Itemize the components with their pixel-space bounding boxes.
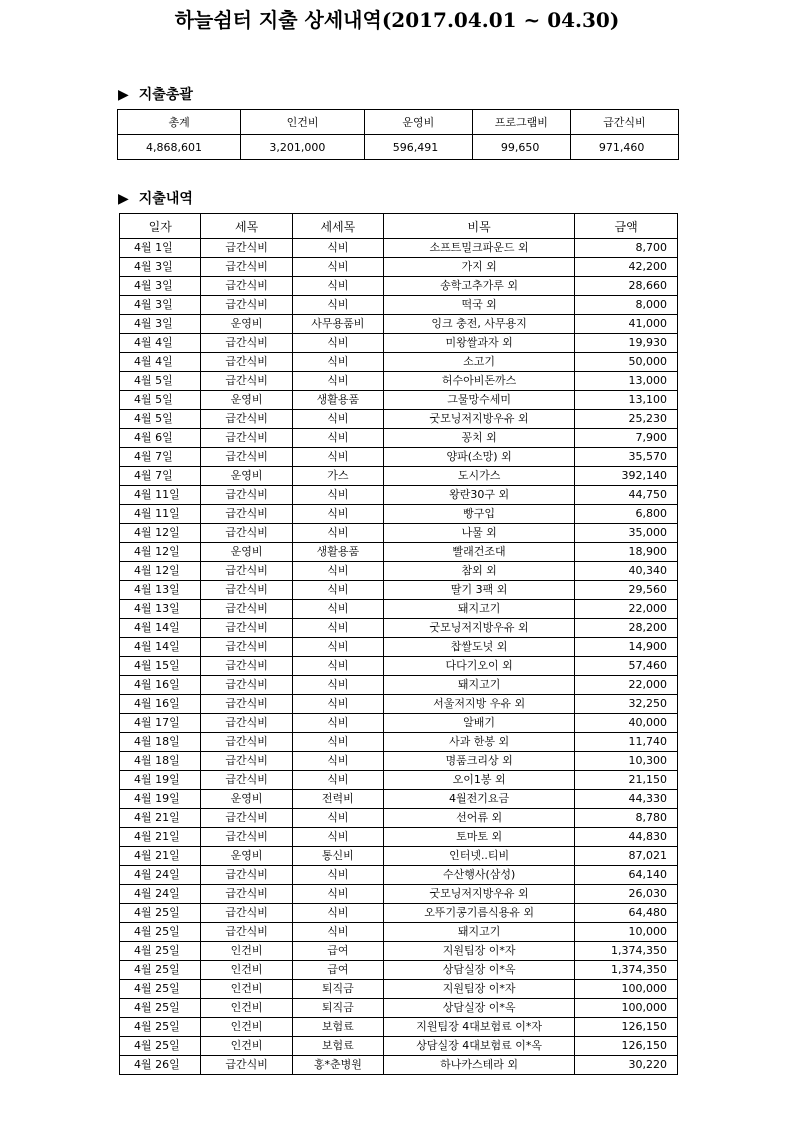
- date-cell: 4월 12일: [120, 562, 201, 581]
- category-cell: 급간식비: [201, 353, 292, 372]
- item-cell: 딸기 3팩 외: [383, 581, 574, 600]
- summary-value-cell: 99,650: [472, 135, 570, 160]
- item-cell: 상담실장 이*옥: [383, 961, 574, 980]
- subcategory-cell: 급여: [292, 961, 383, 980]
- subcategory-cell: 식비: [292, 524, 383, 543]
- amount-cell: 50,000: [575, 353, 678, 372]
- amount-cell: 13,100: [575, 391, 678, 410]
- date-cell: 4월 3일: [120, 258, 201, 277]
- item-cell: 사과 한봉 외: [383, 733, 574, 752]
- date-cell: 4월 13일: [120, 600, 201, 619]
- item-cell: 양파(소망) 외: [383, 448, 574, 467]
- amount-cell: 126,150: [575, 1018, 678, 1037]
- table-row: [120, 961, 678, 980]
- item-cell: 오뚜기콩기름식용유 외: [383, 904, 574, 923]
- table-row: [120, 752, 678, 771]
- subcategory-cell: 식비: [292, 353, 383, 372]
- summary-header-row: [118, 110, 679, 135]
- amount-cell: 40,340: [575, 562, 678, 581]
- category-cell: 급간식비: [201, 524, 292, 543]
- table-row: [120, 562, 678, 581]
- detail-table-body: [120, 239, 678, 1075]
- table-row: [120, 391, 678, 410]
- item-cell: 찹쌀도넛 외: [383, 638, 574, 657]
- category-cell: 운영비: [201, 790, 292, 809]
- table-row: [120, 809, 678, 828]
- category-cell: 급간식비: [201, 410, 292, 429]
- date-cell: 4월 25일: [120, 1037, 201, 1056]
- table-row: [120, 239, 678, 258]
- table-row: [120, 277, 678, 296]
- category-cell: 급간식비: [201, 619, 292, 638]
- summary-header-cell: 인건비: [241, 110, 364, 135]
- category-cell: 급간식비: [201, 581, 292, 600]
- amount-cell: 28,660: [575, 277, 678, 296]
- table-row: [120, 600, 678, 619]
- date-cell: 4월 25일: [120, 980, 201, 999]
- item-cell: 선어류 외: [383, 809, 574, 828]
- category-cell: 인건비: [201, 980, 292, 999]
- table-row: [120, 999, 678, 1018]
- category-cell: 인건비: [201, 999, 292, 1018]
- subcategory-cell: 식비: [292, 239, 383, 258]
- amount-cell: 29,560: [575, 581, 678, 600]
- table-row: [120, 581, 678, 600]
- amount-cell: 8,000: [575, 296, 678, 315]
- amount-cell: 392,140: [575, 467, 678, 486]
- table-row: [120, 885, 678, 904]
- item-cell: 서울저지방 우유 외: [383, 695, 574, 714]
- category-cell: 급간식비: [201, 429, 292, 448]
- item-cell: 송학고추가루 외: [383, 277, 574, 296]
- category-cell: 급간식비: [201, 1056, 292, 1075]
- item-cell: 나물 외: [383, 524, 574, 543]
- amount-cell: 100,000: [575, 980, 678, 999]
- category-cell: 급간식비: [201, 448, 292, 467]
- amount-cell: 32,250: [575, 695, 678, 714]
- item-cell: 굿모닝저지방우유 외: [383, 619, 574, 638]
- category-cell: 급간식비: [201, 505, 292, 524]
- table-row: [120, 771, 678, 790]
- date-cell: 4월 3일: [120, 277, 201, 296]
- summary-value-cell: 3,201,000: [241, 135, 364, 160]
- category-cell: 급간식비: [201, 771, 292, 790]
- table-row: [120, 942, 678, 961]
- subcategory-cell: 식비: [292, 638, 383, 657]
- category-cell: 인건비: [201, 961, 292, 980]
- summary-value-row: [118, 135, 679, 160]
- subcategory-cell: 식비: [292, 714, 383, 733]
- date-cell: 4월 16일: [120, 695, 201, 714]
- date-cell: 4월 5일: [120, 391, 201, 410]
- category-cell: 급간식비: [201, 866, 292, 885]
- subcategory-cell: 식비: [292, 296, 383, 315]
- item-cell: 지원팀장 이*자: [383, 942, 574, 961]
- amount-cell: 14,900: [575, 638, 678, 657]
- item-cell: 인터넷..티비: [383, 847, 574, 866]
- table-row: [120, 429, 678, 448]
- category-cell: 급간식비: [201, 239, 292, 258]
- amount-cell: 57,460: [575, 657, 678, 676]
- amount-cell: 42,200: [575, 258, 678, 277]
- subcategory-cell: 보험료: [292, 1018, 383, 1037]
- category-cell: 급간식비: [201, 638, 292, 657]
- item-cell: 참외 외: [383, 562, 574, 581]
- table-row: [120, 258, 678, 277]
- subcategory-cell: 식비: [292, 619, 383, 638]
- subcategory-cell: 식비: [292, 885, 383, 904]
- date-cell: 4월 19일: [120, 790, 201, 809]
- table-row: [120, 676, 678, 695]
- category-cell: 급간식비: [201, 828, 292, 847]
- table-row: [120, 733, 678, 752]
- page-title: 하늘쉼터 지출 상세내역(2017.04.01 ~ 04.30): [174, 8, 620, 32]
- date-cell: 4월 24일: [120, 885, 201, 904]
- item-cell: 지원팀장 이*자: [383, 980, 574, 999]
- subcategory-cell: 사무용품비: [292, 315, 383, 334]
- date-cell: 4월 19일: [120, 771, 201, 790]
- subcategory-cell: 급여: [292, 942, 383, 961]
- date-cell: 4월 6일: [120, 429, 201, 448]
- summary-header-cell: 총계: [118, 110, 241, 135]
- subcategory-cell: 홍*춘병원: [292, 1056, 383, 1075]
- category-cell: 급간식비: [201, 277, 292, 296]
- category-cell: 급간식비: [201, 334, 292, 353]
- item-cell: 상담실장 이*옥: [383, 999, 574, 1018]
- date-cell: 4월 25일: [120, 961, 201, 980]
- subcategory-cell: 퇴직금: [292, 999, 383, 1018]
- category-cell: 급간식비: [201, 714, 292, 733]
- subcategory-cell: 식비: [292, 695, 383, 714]
- table-row: [120, 410, 678, 429]
- amount-cell: 100,000: [575, 999, 678, 1018]
- subcategory-cell: 식비: [292, 581, 383, 600]
- detail-header-cell: 일자: [120, 214, 201, 239]
- subcategory-cell: 식비: [292, 771, 383, 790]
- category-cell: 급간식비: [201, 486, 292, 505]
- date-cell: 4월 12일: [120, 543, 201, 562]
- item-cell: 토마토 외: [383, 828, 574, 847]
- detail-header-cell: 세세목: [292, 214, 383, 239]
- summary-heading-label: 지출총괄: [138, 87, 193, 103]
- date-cell: 4월 17일: [120, 714, 201, 733]
- date-cell: 4월 1일: [120, 239, 201, 258]
- amount-cell: 1,374,350: [575, 961, 678, 980]
- summary-header-cell: 운영비: [364, 110, 472, 135]
- subcategory-cell: 식비: [292, 733, 383, 752]
- summary-section-heading: [118, 84, 193, 104]
- table-row: [120, 790, 678, 809]
- table-row: [120, 467, 678, 486]
- detail-header-cell: 비목: [383, 214, 574, 239]
- amount-cell: 35,000: [575, 524, 678, 543]
- subcategory-cell: 식비: [292, 562, 383, 581]
- amount-cell: 35,570: [575, 448, 678, 467]
- date-cell: 4월 7일: [120, 467, 201, 486]
- date-cell: 4월 21일: [120, 809, 201, 828]
- item-cell: 미왕쌀과자 외: [383, 334, 574, 353]
- item-cell: 그물망수세미: [383, 391, 574, 410]
- item-cell: 왕란30구 외: [383, 486, 574, 505]
- category-cell: 인건비: [201, 1018, 292, 1037]
- item-cell: 빨래건조대: [383, 543, 574, 562]
- item-cell: 오이1봉 외: [383, 771, 574, 790]
- table-row: [120, 847, 678, 866]
- date-cell: 4월 25일: [120, 942, 201, 961]
- category-cell: 운영비: [201, 315, 292, 334]
- subcategory-cell: 식비: [292, 334, 383, 353]
- amount-cell: 28,200: [575, 619, 678, 638]
- table-row: [120, 543, 678, 562]
- category-cell: 운영비: [201, 543, 292, 562]
- summary-value-cell: 596,491: [364, 135, 472, 160]
- subcategory-cell: 식비: [292, 448, 383, 467]
- item-cell: 돼지고기: [383, 923, 574, 942]
- table-row: [120, 315, 678, 334]
- subcategory-cell: 식비: [292, 828, 383, 847]
- category-cell: 급간식비: [201, 923, 292, 942]
- table-row: [120, 980, 678, 999]
- item-cell: 4월전기요금: [383, 790, 574, 809]
- date-cell: 4월 11일: [120, 486, 201, 505]
- subcategory-cell: 식비: [292, 410, 383, 429]
- table-row: [120, 657, 678, 676]
- amount-cell: 18,900: [575, 543, 678, 562]
- subcategory-cell: 식비: [292, 600, 383, 619]
- amount-cell: 13,000: [575, 372, 678, 391]
- detail-heading-label: 지출내역: [138, 191, 193, 207]
- table-row: [120, 524, 678, 543]
- item-cell: 소프트밀크파운드 외: [383, 239, 574, 258]
- category-cell: 급간식비: [201, 258, 292, 277]
- item-cell: 도시가스: [383, 467, 574, 486]
- amount-cell: 11,740: [575, 733, 678, 752]
- category-cell: 급간식비: [201, 676, 292, 695]
- amount-cell: 7,900: [575, 429, 678, 448]
- category-cell: 운영비: [201, 847, 292, 866]
- subcategory-cell: 식비: [292, 277, 383, 296]
- subcategory-cell: 식비: [292, 676, 383, 695]
- item-cell: 빵구입: [383, 505, 574, 524]
- amount-cell: 22,000: [575, 676, 678, 695]
- table-row: [120, 486, 678, 505]
- amount-cell: 1,374,350: [575, 942, 678, 961]
- category-cell: 인건비: [201, 1037, 292, 1056]
- detail-header-cell: 세목: [201, 214, 292, 239]
- subcategory-cell: 가스: [292, 467, 383, 486]
- subcategory-cell: 식비: [292, 258, 383, 277]
- table-row: [120, 296, 678, 315]
- item-cell: 굿모닝저지방우유 외: [383, 885, 574, 904]
- triangle-right-icon: ▶: [118, 191, 129, 207]
- date-cell: 4월 14일: [120, 638, 201, 657]
- subcategory-cell: 식비: [292, 866, 383, 885]
- summary-value-cell: 4,868,601: [118, 135, 241, 160]
- detail-header-row: [120, 214, 678, 239]
- date-cell: 4월 3일: [120, 315, 201, 334]
- date-cell: 4월 24일: [120, 866, 201, 885]
- date-cell: 4월 4일: [120, 353, 201, 372]
- category-cell: 운영비: [201, 391, 292, 410]
- summary-value-cell: 971,460: [570, 135, 678, 160]
- subcategory-cell: 통신비: [292, 847, 383, 866]
- amount-cell: 40,000: [575, 714, 678, 733]
- detail-section-heading: [118, 188, 193, 208]
- amount-cell: 8,700: [575, 239, 678, 258]
- detail-header-cell: 금액: [575, 214, 678, 239]
- amount-cell: 6,800: [575, 505, 678, 524]
- date-cell: 4월 15일: [120, 657, 201, 676]
- detail-table: [119, 213, 678, 1075]
- subcategory-cell: 보험료: [292, 1037, 383, 1056]
- amount-cell: 21,150: [575, 771, 678, 790]
- date-cell: 4월 16일: [120, 676, 201, 695]
- subcategory-cell: 식비: [292, 904, 383, 923]
- table-row: [120, 828, 678, 847]
- table-row: [120, 334, 678, 353]
- table-row: [120, 638, 678, 657]
- date-cell: 4월 26일: [120, 1056, 201, 1075]
- amount-cell: 10,300: [575, 752, 678, 771]
- date-cell: 4월 3일: [120, 296, 201, 315]
- item-cell: 다다기오이 외: [383, 657, 574, 676]
- table-row: [120, 923, 678, 942]
- item-cell: 떡국 외: [383, 296, 574, 315]
- date-cell: 4월 5일: [120, 410, 201, 429]
- item-cell: 가지 외: [383, 258, 574, 277]
- item-cell: 돼지고기: [383, 600, 574, 619]
- item-cell: 잉크 충전, 사무용지: [383, 315, 574, 334]
- date-cell: 4월 25일: [120, 1018, 201, 1037]
- subcategory-cell: 식비: [292, 923, 383, 942]
- category-cell: 급간식비: [201, 752, 292, 771]
- category-cell: 급간식비: [201, 733, 292, 752]
- table-row: [120, 353, 678, 372]
- subcategory-cell: 생활용품: [292, 543, 383, 562]
- item-cell: 굿모닝저지방우유 외: [383, 410, 574, 429]
- date-cell: 4월 13일: [120, 581, 201, 600]
- table-row: [120, 1056, 678, 1075]
- table-row: [120, 1037, 678, 1056]
- date-cell: 4월 18일: [120, 733, 201, 752]
- date-cell: 4월 4일: [120, 334, 201, 353]
- date-cell: 4월 25일: [120, 923, 201, 942]
- subcategory-cell: 식비: [292, 372, 383, 391]
- table-row: [120, 866, 678, 885]
- table-row: [120, 904, 678, 923]
- subcategory-cell: 식비: [292, 657, 383, 676]
- date-cell: 4월 25일: [120, 904, 201, 923]
- date-cell: 4월 5일: [120, 372, 201, 391]
- category-cell: 급간식비: [201, 809, 292, 828]
- subcategory-cell: 전력비: [292, 790, 383, 809]
- table-row: [120, 448, 678, 467]
- table-row: [120, 1018, 678, 1037]
- amount-cell: 44,750: [575, 486, 678, 505]
- table-row: [120, 505, 678, 524]
- triangle-right-icon: ▶: [118, 87, 129, 103]
- item-cell: 허수아비돈까스: [383, 372, 574, 391]
- table-row: [120, 695, 678, 714]
- item-cell: 하나카스테라 외: [383, 1056, 574, 1075]
- subcategory-cell: 식비: [292, 505, 383, 524]
- item-cell: 수산행사(삼성): [383, 866, 574, 885]
- subcategory-cell: 생활용품: [292, 391, 383, 410]
- date-cell: 4월 7일: [120, 448, 201, 467]
- table-row: [120, 372, 678, 391]
- subcategory-cell: 식비: [292, 429, 383, 448]
- category-cell: 급간식비: [201, 562, 292, 581]
- category-cell: 급간식비: [201, 657, 292, 676]
- date-cell: 4월 18일: [120, 752, 201, 771]
- summary-header-cell: 급간식비: [570, 110, 678, 135]
- amount-cell: 41,000: [575, 315, 678, 334]
- table-row: [120, 714, 678, 733]
- category-cell: 급간식비: [201, 904, 292, 923]
- category-cell: 급간식비: [201, 372, 292, 391]
- item-cell: 명품크리상 외: [383, 752, 574, 771]
- amount-cell: 10,000: [575, 923, 678, 942]
- item-cell: 소고기: [383, 353, 574, 372]
- category-cell: 급간식비: [201, 296, 292, 315]
- amount-cell: 25,230: [575, 410, 678, 429]
- subcategory-cell: 식비: [292, 486, 383, 505]
- subcategory-cell: 퇴직금: [292, 980, 383, 999]
- item-cell: 돼지고기: [383, 676, 574, 695]
- category-cell: 급간식비: [201, 695, 292, 714]
- subcategory-cell: 식비: [292, 809, 383, 828]
- date-cell: 4월 12일: [120, 524, 201, 543]
- amount-cell: 87,021: [575, 847, 678, 866]
- category-cell: 급간식비: [201, 600, 292, 619]
- item-cell: 상담실장 4대보험료 이*옥: [383, 1037, 574, 1056]
- summary-table: [117, 109, 679, 160]
- category-cell: 급간식비: [201, 885, 292, 904]
- table-row: [120, 619, 678, 638]
- amount-cell: 30,220: [575, 1056, 678, 1075]
- amount-cell: 44,830: [575, 828, 678, 847]
- item-cell: 지원팀장 4대보험료 이*자: [383, 1018, 574, 1037]
- item-cell: 꽁치 외: [383, 429, 574, 448]
- amount-cell: 19,930: [575, 334, 678, 353]
- date-cell: 4월 11일: [120, 505, 201, 524]
- item-cell: 알배기: [383, 714, 574, 733]
- amount-cell: 8,780: [575, 809, 678, 828]
- category-cell: 인건비: [201, 942, 292, 961]
- amount-cell: 26,030: [575, 885, 678, 904]
- amount-cell: 64,480: [575, 904, 678, 923]
- subcategory-cell: 식비: [292, 752, 383, 771]
- date-cell: 4월 21일: [120, 828, 201, 847]
- amount-cell: 126,150: [575, 1037, 678, 1056]
- amount-cell: 22,000: [575, 600, 678, 619]
- date-cell: 4월 21일: [120, 847, 201, 866]
- amount-cell: 44,330: [575, 790, 678, 809]
- date-cell: 4월 25일: [120, 999, 201, 1018]
- category-cell: 운영비: [201, 467, 292, 486]
- summary-header-cell: 프로그램비: [472, 110, 570, 135]
- date-cell: 4월 14일: [120, 619, 201, 638]
- amount-cell: 64,140: [575, 866, 678, 885]
